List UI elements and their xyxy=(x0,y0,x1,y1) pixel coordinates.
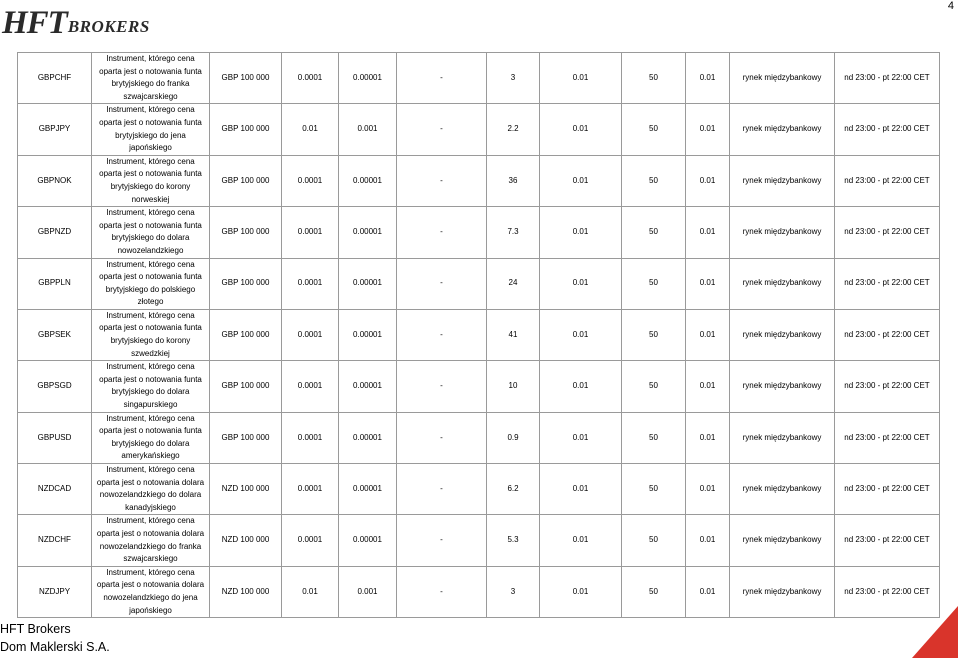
trading-hours-cell: nd 23:00 - pt 22:00 CET xyxy=(835,464,940,515)
symbol-cell: GBPPLN xyxy=(18,258,92,309)
instrument-table xyxy=(17,52,940,618)
symbol-cell: GBPJPY xyxy=(18,104,92,155)
footer-company-type: Dom Maklerski S.A. xyxy=(0,640,110,654)
symbol-cell: GBPSEK xyxy=(18,309,92,360)
description-cell: Instrument, którego cena oparta jest o notowania funta brytyjskiego do dolara singapurskiego xyxy=(92,361,210,412)
corner-brand-triangle-icon xyxy=(912,606,958,658)
min-lot-cell: 0.01 xyxy=(540,309,622,360)
min-lot-cell: 0.01 xyxy=(540,155,622,206)
market-cell: rynek międzybankowy xyxy=(730,515,835,566)
table-row xyxy=(18,258,940,309)
tick-size-cell: 0.0001 xyxy=(282,412,339,463)
pip-size-cell: 0.00001 xyxy=(339,412,397,463)
contract-size-cell: GBP 100 000 xyxy=(210,155,282,206)
symbol-cell: GBPSGD xyxy=(18,361,92,412)
dash-cell: - xyxy=(397,361,487,412)
contract-size-cell: GBP 100 000 xyxy=(210,412,282,463)
pip-size-cell: 0.001 xyxy=(339,566,397,617)
spread-cell: 5.3 xyxy=(487,515,540,566)
pip-size-cell: 0.001 xyxy=(339,104,397,155)
max-lot-cell: 50 xyxy=(622,258,686,309)
spread-cell: 0.9 xyxy=(487,412,540,463)
market-cell: rynek międzybankowy xyxy=(730,464,835,515)
tick-size-cell: 0.0001 xyxy=(282,53,339,104)
lot-step-cell: 0.01 xyxy=(686,104,730,155)
trading-hours-cell: nd 23:00 - pt 22:00 CET xyxy=(835,53,940,104)
trading-hours-cell: nd 23:00 - pt 22:00 CET xyxy=(835,104,940,155)
trading-hours-cell: nd 23:00 - pt 22:00 CET xyxy=(835,361,940,412)
description-cell: Instrument, którego cena oparta jest o notowania funta brytyjskiego do dolara amerykańskiego xyxy=(92,412,210,463)
lot-step-cell: 0.01 xyxy=(686,258,730,309)
table-row xyxy=(18,207,940,258)
contract-size-cell: NZD 100 000 xyxy=(210,566,282,617)
footer-company-name: HFT Brokers xyxy=(0,622,71,636)
max-lot-cell: 50 xyxy=(622,412,686,463)
trading-hours-cell: nd 23:00 - pt 22:00 CET xyxy=(835,207,940,258)
market-cell: rynek międzybankowy xyxy=(730,361,835,412)
description-cell: Instrument, którego cena oparta jest o notowania dolara nowozelandzkiego do dolara kanadyjskiego xyxy=(92,464,210,515)
lot-step-cell: 0.01 xyxy=(686,53,730,104)
description-cell: Instrument, którego cena oparta jest o notowania funta brytyjskiego do franka szwajcarskiego xyxy=(92,53,210,104)
spread-cell: 2.2 xyxy=(487,104,540,155)
trading-hours-cell: nd 23:00 - pt 22:00 CET xyxy=(835,515,940,566)
max-lot-cell: 50 xyxy=(622,309,686,360)
symbol-cell: GBPNZD xyxy=(18,207,92,258)
tick-size-cell: 0.01 xyxy=(282,566,339,617)
dash-cell: - xyxy=(397,207,487,258)
pip-size-cell: 0.00001 xyxy=(339,155,397,206)
description-cell: Instrument, którego cena oparta jest o notowania funta brytyjskiego do dolara nowozelandzkiego xyxy=(92,207,210,258)
tick-size-cell: 0.0001 xyxy=(282,464,339,515)
dash-cell: - xyxy=(397,515,487,566)
contract-size-cell: NZD 100 000 xyxy=(210,515,282,566)
table-row xyxy=(18,309,940,360)
trading-hours-cell: nd 23:00 - pt 22:00 CET xyxy=(835,412,940,463)
table-row xyxy=(18,566,940,617)
market-cell: rynek międzybankowy xyxy=(730,566,835,617)
min-lot-cell: 0.01 xyxy=(540,515,622,566)
min-lot-cell: 0.01 xyxy=(540,361,622,412)
tick-size-cell: 0.0001 xyxy=(282,309,339,360)
dash-cell: - xyxy=(397,258,487,309)
max-lot-cell: 50 xyxy=(622,155,686,206)
description-cell: Instrument, którego cena oparta jest o notowania dolara nowozelandzkiego do jena japońskiego xyxy=(92,566,210,617)
trading-hours-cell: nd 23:00 - pt 22:00 CET xyxy=(835,566,940,617)
page-number: 4 xyxy=(947,0,954,12)
table-row xyxy=(18,515,940,566)
tick-size-cell: 0.0001 xyxy=(282,155,339,206)
symbol-cell: NZDCHF xyxy=(18,515,92,566)
market-cell: rynek międzybankowy xyxy=(730,104,835,155)
market-cell: rynek międzybankowy xyxy=(730,155,835,206)
contract-size-cell: GBP 100 000 xyxy=(210,361,282,412)
min-lot-cell: 0.01 xyxy=(540,412,622,463)
spread-cell: 41 xyxy=(487,309,540,360)
spread-cell: 3 xyxy=(487,53,540,104)
dash-cell: - xyxy=(397,53,487,104)
lot-step-cell: 0.01 xyxy=(686,412,730,463)
logo-wordmark xyxy=(2,6,67,40)
instrument-rows xyxy=(18,53,940,618)
pip-size-cell: 0.00001 xyxy=(339,53,397,104)
hft-brokers-logo xyxy=(2,6,150,40)
spread-cell: 10 xyxy=(487,361,540,412)
pip-size-cell: 0.00001 xyxy=(339,464,397,515)
description-cell: Instrument, którego cena oparta jest o notowania funta brytyjskiego do korony norweskiej xyxy=(92,155,210,206)
max-lot-cell: 50 xyxy=(622,104,686,155)
min-lot-cell: 0.01 xyxy=(540,53,622,104)
pip-size-cell: 0.00001 xyxy=(339,309,397,360)
spread-cell: 7.3 xyxy=(487,207,540,258)
max-lot-cell: 50 xyxy=(622,464,686,515)
symbol-cell: GBPNOK xyxy=(18,155,92,206)
market-cell: rynek międzybankowy xyxy=(730,309,835,360)
pip-size-cell: 0.00001 xyxy=(339,515,397,566)
tick-size-cell: 0.0001 xyxy=(282,258,339,309)
dash-cell: - xyxy=(397,566,487,617)
spread-cell: 6.2 xyxy=(487,464,540,515)
table-row xyxy=(18,361,940,412)
dash-cell: - xyxy=(397,155,487,206)
symbol-cell: NZDJPY xyxy=(18,566,92,617)
min-lot-cell: 0.01 xyxy=(540,464,622,515)
symbol-cell: GBPUSD xyxy=(18,412,92,463)
contract-size-cell: GBP 100 000 xyxy=(210,53,282,104)
lot-step-cell: 0.01 xyxy=(686,464,730,515)
max-lot-cell: 50 xyxy=(622,207,686,258)
min-lot-cell: 0.01 xyxy=(540,207,622,258)
pip-size-cell: 0.00001 xyxy=(339,361,397,412)
min-lot-cell: 0.01 xyxy=(540,566,622,617)
trading-hours-cell: nd 23:00 - pt 22:00 CET xyxy=(835,258,940,309)
tick-size-cell: 0.0001 xyxy=(282,361,339,412)
lot-step-cell: 0.01 xyxy=(686,361,730,412)
market-cell: rynek międzybankowy xyxy=(730,53,835,104)
logo-brokers-text: BROKERS xyxy=(67,17,150,36)
min-lot-cell: 0.01 xyxy=(540,104,622,155)
spread-cell: 24 xyxy=(487,258,540,309)
pip-size-cell: 0.00001 xyxy=(339,207,397,258)
max-lot-cell: 50 xyxy=(622,566,686,617)
contract-size-cell: GBP 100 000 xyxy=(210,258,282,309)
lot-step-cell: 0.01 xyxy=(686,309,730,360)
dash-cell: - xyxy=(397,104,487,155)
spread-cell: 36 xyxy=(487,155,540,206)
table-row xyxy=(18,464,940,515)
pip-size-cell: 0.00001 xyxy=(339,258,397,309)
contract-size-cell: NZD 100 000 xyxy=(210,464,282,515)
description-cell: Instrument, którego cena oparta jest o notowania funta brytyjskiego do korony szwedzkiej xyxy=(92,309,210,360)
table-row xyxy=(18,155,940,206)
footer xyxy=(0,620,110,656)
tick-size-cell: 0.0001 xyxy=(282,207,339,258)
table-row xyxy=(18,412,940,463)
tick-size-cell: 0.0001 xyxy=(282,515,339,566)
lot-step-cell: 0.01 xyxy=(686,515,730,566)
description-cell: Instrument, którego cena oparta jest o notowania funta brytyjskiego do polskiego złotego xyxy=(92,258,210,309)
lot-step-cell: 0.01 xyxy=(686,207,730,258)
dash-cell: - xyxy=(397,309,487,360)
lot-step-cell: 0.01 xyxy=(686,566,730,617)
contract-size-cell: GBP 100 000 xyxy=(210,104,282,155)
description-cell: Instrument, którego cena oparta jest o notowania funta brytyjskiego do jena japońskiego xyxy=(92,104,210,155)
symbol-cell: GBPCHF xyxy=(18,53,92,104)
max-lot-cell: 50 xyxy=(622,53,686,104)
dash-cell: - xyxy=(397,464,487,515)
market-cell: rynek międzybankowy xyxy=(730,412,835,463)
description-cell: Instrument, którego cena oparta jest o notowania dolara nowozelandzkiego do franka szwajcarskiego xyxy=(92,515,210,566)
max-lot-cell: 50 xyxy=(622,515,686,566)
market-cell: rynek międzybankowy xyxy=(730,258,835,309)
market-cell: rynek międzybankowy xyxy=(730,207,835,258)
trading-hours-cell: nd 23:00 - pt 22:00 CET xyxy=(835,155,940,206)
table-row xyxy=(18,53,940,104)
lot-step-cell: 0.01 xyxy=(686,155,730,206)
min-lot-cell: 0.01 xyxy=(540,258,622,309)
tick-size-cell: 0.01 xyxy=(282,104,339,155)
symbol-cell: NZDCAD xyxy=(18,464,92,515)
table-row xyxy=(18,104,940,155)
dash-cell: - xyxy=(397,412,487,463)
trading-hours-cell: nd 23:00 - pt 22:00 CET xyxy=(835,309,940,360)
contract-size-cell: GBP 100 000 xyxy=(210,309,282,360)
spread-cell: 3 xyxy=(487,566,540,617)
logo-hft-text: HFT xyxy=(2,5,67,41)
max-lot-cell: 50 xyxy=(622,361,686,412)
contract-size-cell: GBP 100 000 xyxy=(210,207,282,258)
